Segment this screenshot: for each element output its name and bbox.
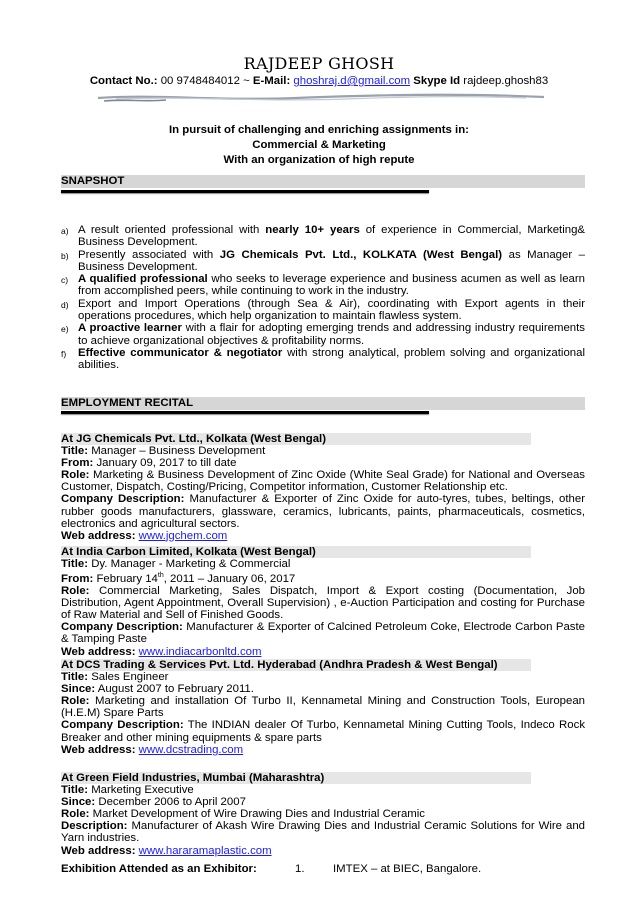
web-address-line — [61, 845, 585, 857]
field-label: Since: — [61, 796, 96, 809]
job-title-line — [61, 671, 585, 683]
field-label: From: — [61, 457, 94, 470]
objective-line: In pursuit of challenging and enriching assignments in: — [169, 124, 469, 136]
candidate-name: RAJDEEP GHOSH — [243, 54, 395, 73]
list-marker: c) — [61, 275, 69, 286]
field-label: Web address: — [61, 743, 136, 756]
job-role-line — [61, 808, 585, 820]
company-description-line — [61, 719, 585, 743]
list-item — [61, 347, 585, 372]
item-highlight: A qualified professional — [78, 273, 208, 286]
company-description: Manufacturer & Exporter of Zinc Oxide for auto-tyres, tubes, beltings, other rubber goods manufacturers, glassware, ceramics, lubricants, paints, pharmaceuticals, cosmetics, electronics and agricultural sectors. — [61, 493, 586, 530]
item-text: Presently associated with — [78, 248, 220, 261]
job-role: Marketing and installation Of Turbo II, Kennametal Mining and Construction Tools, European (H.E.M) Spare Parts — [61, 695, 585, 720]
field-label: Role: — [61, 695, 90, 708]
exhibition-number: 1. — [295, 863, 305, 875]
field-label: Company Description: — [61, 719, 184, 732]
job-title: Marketing Executive — [91, 784, 194, 797]
job-role: Commercial Marketing, Sales Dispatch, Import & Export costing (Documentation, Job Distribution, Agent Appointment, Overall Supervision) , e-Auction Participation and costing for Purchase of Raw Material and Sell of Finished Goods. — [61, 585, 585, 622]
skype-label: Skype Id — [413, 75, 461, 87]
exhibition-line — [61, 863, 585, 875]
contact-line — [0, 75, 638, 87]
list-item — [61, 224, 585, 249]
job-period: December 2006 to April 2007 — [98, 796, 246, 809]
web-link[interactable]: www.hararamaplastic.com — [138, 844, 272, 857]
list-marker: b) — [61, 250, 69, 261]
job-period: , 2011 – January 06, 2017 — [163, 572, 296, 585]
company-description: The INDIAN dealer Of Turbo, Kennametal Mining Cutting Tools, Indeco Rock Breaker and other mining equipments & spare parts — [61, 719, 586, 744]
ordinal-suffix: th — [157, 572, 164, 580]
field-label: From: — [61, 572, 94, 585]
company-description-line — [61, 493, 585, 529]
job-heading: At Green Field Industries, Mumbai (Maharashtra) — [61, 772, 531, 784]
field-label: Title: — [61, 671, 89, 684]
web-link[interactable]: www.jgchem.com — [138, 529, 228, 542]
list-item — [61, 249, 585, 274]
objective-line: With an organization of high repute — [223, 154, 415, 166]
list-marker: a) — [61, 226, 69, 236]
job-heading: At JG Chemicals Pvt. Ltd., Kolkata (West Bengal) — [61, 433, 531, 445]
job-period-line — [61, 683, 585, 695]
job-entry — [61, 772, 585, 857]
snapshot-header-bar — [61, 175, 585, 188]
job-entry — [61, 659, 585, 756]
career-objective — [0, 123, 638, 168]
company-description: Manufacturer of Akash Wire Drawing Dies and Industrial Ceramic Solutions for Wire and Yarn industries. — [61, 820, 585, 845]
job-role-line — [61, 695, 585, 719]
item-text: A result oriented professional with — [78, 224, 266, 236]
list-item — [61, 273, 585, 298]
job-period-line — [61, 570, 585, 585]
web-address-line — [61, 530, 585, 542]
field-label: Company Description: — [61, 493, 185, 506]
snapshot-underline — [61, 190, 429, 193]
skype-id: rajdeep.ghosh83 — [463, 75, 549, 87]
item-text: Export and Import Operations (through Sea & Air), coordinating with Export agents in their operations procedures, which help organization to maintain flawless system. — [78, 297, 585, 323]
list-item — [61, 298, 585, 323]
field-label: Title: — [61, 784, 89, 797]
contact-label: Contact No.: — [89, 75, 158, 87]
job-heading: At DCS Trading & Services Pvt. Ltd. Hyderabad (Andhra Pradesh & West Bengal) — [61, 659, 531, 671]
exhibition-value: IMTEX – at BIEC, Bangalore. — [333, 863, 482, 875]
company-description: Manufacturer & Exporter of Calcined Petroleum Coke, Electrode Carbon Paste & Tamping Paste — [61, 621, 585, 646]
item-text: with strong analytical, problem solving and organizational abilities. — [78, 346, 585, 372]
field-label: Since: — [61, 683, 96, 696]
field-label: Web address: — [61, 529, 136, 542]
job-title-line — [61, 784, 585, 796]
field-label: Role: — [61, 585, 90, 598]
field-label: Title: — [61, 445, 89, 458]
field-label: Role: — [61, 469, 90, 482]
job-period-line — [61, 457, 585, 469]
web-address-line — [61, 646, 585, 658]
objective-line: Commercial & Marketing — [252, 139, 386, 151]
employment-title: EMPLOYMENT RECITAL — [61, 397, 194, 409]
employment-underline — [61, 411, 429, 414]
job-role-line — [61, 469, 585, 493]
field-label: Role: — [61, 808, 90, 821]
job-role: Market Development of Wire Drawing Dies and Industrial Ceramic — [92, 808, 426, 821]
company-description-line — [61, 621, 585, 645]
list-marker: f) — [61, 348, 67, 359]
phone-number: 00 9748484012 — [160, 75, 240, 87]
item-highlight: nearly 10+ years — [265, 224, 360, 236]
item-text: of experience in Commercial, Marketing& Business Development. — [78, 224, 586, 249]
job-role: Marketing & Business Development of Zinc Oxide (White Seal Grade) for National and Overseas Customer, Dispatch, Costing/Pricing, Competitor information, Customer Relationship etc. — [61, 469, 585, 494]
snapshot-title: SNAPSHOT — [61, 175, 125, 187]
company-description-line — [61, 820, 585, 844]
item-text: with a flair for adopting emerging trends and addressing industry requirements to achieve organizational objectives & profitability norms. — [78, 322, 585, 347]
item-highlight: JG Chemicals Pvt. Ltd., KOLKATA (West Bengal) — [219, 248, 503, 261]
field-label: Title: — [61, 558, 89, 571]
job-period: August 2007 to February 2011. — [97, 683, 254, 696]
list-item — [61, 322, 585, 347]
item-highlight: A proactive learner — [78, 322, 182, 335]
web-address-line — [61, 744, 585, 756]
list-marker: e) — [61, 324, 69, 335]
job-role-line — [61, 585, 585, 621]
job-title: Sales Engineer — [91, 671, 169, 684]
header-swoosh-divider — [96, 90, 546, 104]
job-title: Manager – Business Development — [91, 445, 266, 458]
email-link[interactable]: ghoshraj.d@gmail.com — [293, 75, 411, 87]
list-marker: d) — [61, 299, 69, 310]
web-link[interactable]: www.dcstrading.com — [138, 743, 244, 756]
item-text: who seeks to leverage experience and business acumen as well as learn from accomplished peers, while continuing to work in the industry. — [78, 273, 585, 298]
web-link[interactable]: www.indiacarbonltd.com — [138, 645, 262, 658]
contact-separator: ~ — [243, 75, 250, 87]
item-highlight: Effective communicator & negotiator — [78, 346, 283, 359]
field-label: Description: — [61, 820, 128, 833]
job-title: Dy. Manager - Marketing & Commercial — [91, 558, 291, 571]
exhibition-label: Exhibition Attended as an Exhibitor: — [61, 863, 257, 875]
job-title-line — [61, 445, 585, 457]
job-title-line — [61, 558, 585, 570]
job-period: January 09, 2017 to till date — [96, 457, 237, 470]
email-label: E-Mail: — [252, 75, 291, 87]
job-period-line — [61, 796, 585, 808]
field-label: Company Description: — [61, 621, 183, 634]
field-label: Web address: — [61, 844, 136, 857]
job-entry — [61, 546, 585, 658]
job-entry — [61, 433, 585, 542]
field-label: Web address: — [61, 645, 136, 658]
job-period: February 14 — [96, 572, 158, 585]
snapshot-list — [61, 224, 585, 372]
job-heading: At India Carbon Limited, Kolkata (West Bengal) — [61, 546, 531, 558]
item-text: as Manager – Business Development. — [78, 248, 585, 273]
